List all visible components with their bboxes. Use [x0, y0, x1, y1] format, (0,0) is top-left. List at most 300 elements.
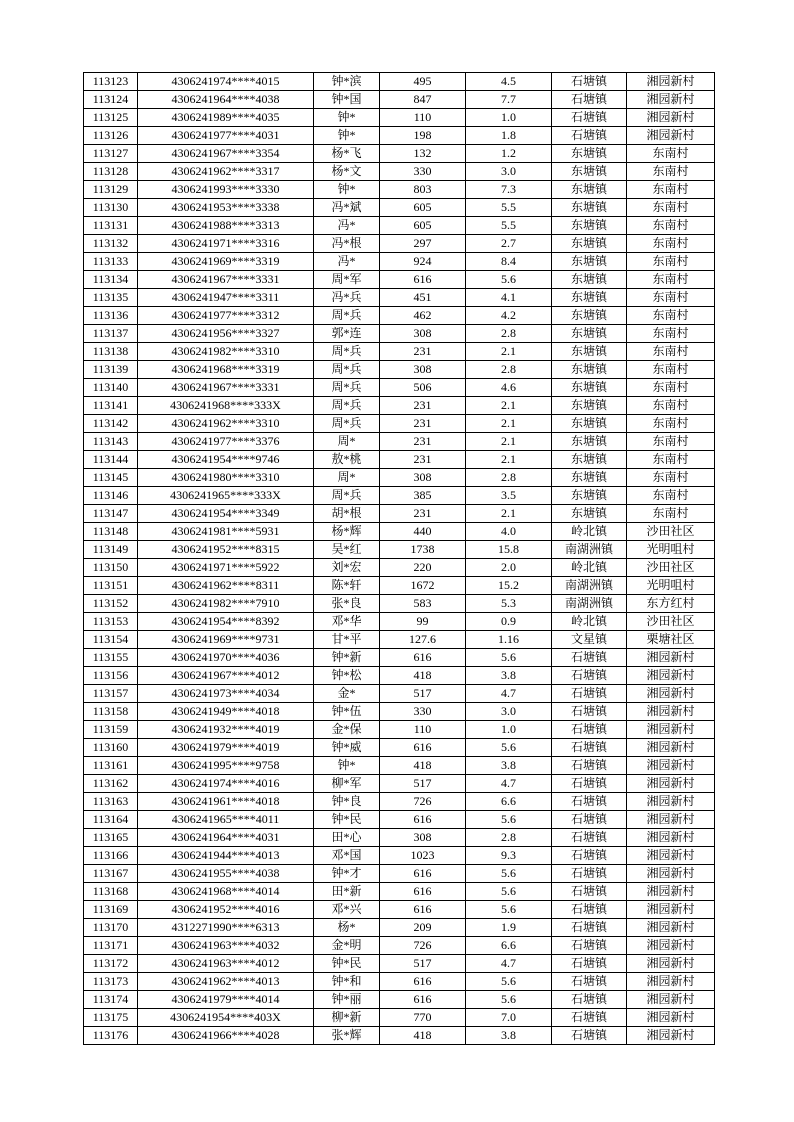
town-cell: 石塘镇	[552, 811, 627, 829]
person-name-cell: 柳*军	[314, 775, 380, 793]
row-id-cell: 113170	[84, 919, 138, 937]
table-row	[84, 541, 715, 559]
amount-cell: 583	[380, 595, 466, 613]
town-cell: 文星镇	[552, 631, 627, 649]
person-name-cell: 钟*才	[314, 865, 380, 883]
id-number-cell: 4306241971****5922	[138, 559, 314, 577]
row-id-cell: 113151	[84, 577, 138, 595]
amount-cell: 198	[380, 127, 466, 145]
town-cell: 石塘镇	[552, 109, 627, 127]
row-id-cell: 113175	[84, 1009, 138, 1027]
id-number-cell: 4306241952****4016	[138, 901, 314, 919]
row-id-cell: 113147	[84, 505, 138, 523]
value-cell: 4.0	[466, 523, 552, 541]
village-cell: 湘园新村	[627, 793, 715, 811]
id-number-cell: 4306241979****4014	[138, 991, 314, 1009]
id-number-cell: 4306241968****3319	[138, 361, 314, 379]
table-row	[84, 973, 715, 991]
amount-cell: 308	[380, 325, 466, 343]
person-name-cell: 钟*民	[314, 811, 380, 829]
amount-cell: 616	[380, 991, 466, 1009]
person-name-cell: 杨*飞	[314, 145, 380, 163]
value-cell: 1.0	[466, 721, 552, 739]
table-row	[84, 217, 715, 235]
amount-cell: 418	[380, 1027, 466, 1045]
village-cell: 沙田社区	[627, 523, 715, 541]
value-cell: 15.8	[466, 541, 552, 559]
village-cell: 湘园新村	[627, 937, 715, 955]
id-number-cell: 4306241944****4013	[138, 847, 314, 865]
id-number-cell: 4306241955****4038	[138, 865, 314, 883]
amount-cell: 770	[380, 1009, 466, 1027]
person-name-cell: 冯*	[314, 253, 380, 271]
village-cell: 湘园新村	[627, 811, 715, 829]
table-row	[84, 685, 715, 703]
id-number-cell: 4306241982****3310	[138, 343, 314, 361]
person-name-cell: 吴*红	[314, 541, 380, 559]
table-row	[84, 703, 715, 721]
town-cell: 岭北镇	[552, 613, 627, 631]
row-id-cell: 113142	[84, 415, 138, 433]
table-row	[84, 235, 715, 253]
amount-cell: 847	[380, 91, 466, 109]
town-cell: 东塘镇	[552, 451, 627, 469]
id-number-cell: 4306241968****4014	[138, 883, 314, 901]
village-cell: 东南村	[627, 325, 715, 343]
amount-cell: 110	[380, 109, 466, 127]
person-name-cell: 冯*根	[314, 235, 380, 253]
person-name-cell: 冯*	[314, 217, 380, 235]
town-cell: 石塘镇	[552, 937, 627, 955]
person-name-cell: 周*兵	[314, 415, 380, 433]
value-cell: 2.8	[466, 361, 552, 379]
village-cell: 湘园新村	[627, 847, 715, 865]
person-name-cell: 周*兵	[314, 307, 380, 325]
table-row	[84, 163, 715, 181]
value-cell: 6.6	[466, 793, 552, 811]
village-cell: 湘园新村	[627, 109, 715, 127]
town-cell: 石塘镇	[552, 685, 627, 703]
village-cell: 湘园新村	[627, 739, 715, 757]
value-cell: 5.6	[466, 811, 552, 829]
amount-cell: 308	[380, 361, 466, 379]
village-cell: 东南村	[627, 487, 715, 505]
town-cell: 东塘镇	[552, 145, 627, 163]
amount-cell: 220	[380, 559, 466, 577]
row-id-cell: 113160	[84, 739, 138, 757]
town-cell: 东塘镇	[552, 361, 627, 379]
value-cell: 2.8	[466, 469, 552, 487]
amount-cell: 330	[380, 163, 466, 181]
table-row	[84, 721, 715, 739]
amount-cell: 506	[380, 379, 466, 397]
value-cell: 0.9	[466, 613, 552, 631]
value-cell: 5.5	[466, 199, 552, 217]
id-number-cell: 4306241963****4012	[138, 955, 314, 973]
table-row	[84, 73, 715, 91]
village-cell: 东南村	[627, 469, 715, 487]
person-name-cell: 郭*连	[314, 325, 380, 343]
person-name-cell: 杨*文	[314, 163, 380, 181]
person-name-cell: 张*良	[314, 595, 380, 613]
village-cell: 东南村	[627, 415, 715, 433]
value-cell: 5.6	[466, 901, 552, 919]
town-cell: 东塘镇	[552, 217, 627, 235]
table-row	[84, 955, 715, 973]
village-cell: 湘园新村	[627, 901, 715, 919]
value-cell: 3.5	[466, 487, 552, 505]
row-id-cell: 113163	[84, 793, 138, 811]
amount-cell: 231	[380, 505, 466, 523]
town-cell: 石塘镇	[552, 127, 627, 145]
person-name-cell: 田*心	[314, 829, 380, 847]
row-id-cell: 113150	[84, 559, 138, 577]
person-name-cell: 胡*根	[314, 505, 380, 523]
row-id-cell: 113158	[84, 703, 138, 721]
person-name-cell: 周*兵	[314, 487, 380, 505]
amount-cell: 616	[380, 811, 466, 829]
amount-cell: 110	[380, 721, 466, 739]
table-row	[84, 667, 715, 685]
village-cell: 栗塘社区	[627, 631, 715, 649]
village-cell: 东南村	[627, 271, 715, 289]
id-number-cell: 4306241932****4019	[138, 721, 314, 739]
person-name-cell: 刘*宏	[314, 559, 380, 577]
town-cell: 石塘镇	[552, 703, 627, 721]
person-name-cell: 敖*桃	[314, 451, 380, 469]
table-row	[84, 469, 715, 487]
amount-cell: 1023	[380, 847, 466, 865]
table-row	[84, 397, 715, 415]
value-cell: 2.7	[466, 235, 552, 253]
town-cell: 东塘镇	[552, 181, 627, 199]
amount-cell: 1738	[380, 541, 466, 559]
village-cell: 东南村	[627, 235, 715, 253]
row-id-cell: 113174	[84, 991, 138, 1009]
row-id-cell: 113171	[84, 937, 138, 955]
village-cell: 东南村	[627, 253, 715, 271]
village-cell: 光明咀村	[627, 541, 715, 559]
person-name-cell: 周*	[314, 433, 380, 451]
town-cell: 东塘镇	[552, 199, 627, 217]
village-cell: 湘园新村	[627, 829, 715, 847]
table-row	[84, 1027, 715, 1045]
row-id-cell: 113164	[84, 811, 138, 829]
value-cell: 7.7	[466, 91, 552, 109]
id-number-cell: 4306241962****8311	[138, 577, 314, 595]
amount-cell: 231	[380, 451, 466, 469]
id-number-cell: 4306241956****3327	[138, 325, 314, 343]
table-row	[84, 739, 715, 757]
village-cell: 湘园新村	[627, 649, 715, 667]
amount-cell: 616	[380, 271, 466, 289]
value-cell: 2.1	[466, 343, 552, 361]
village-cell: 东南村	[627, 379, 715, 397]
town-cell: 石塘镇	[552, 739, 627, 757]
table-row	[84, 847, 715, 865]
person-name-cell: 田*新	[314, 883, 380, 901]
table-row	[84, 937, 715, 955]
village-cell: 东南村	[627, 289, 715, 307]
village-cell: 东南村	[627, 307, 715, 325]
amount-cell: 127.6	[380, 631, 466, 649]
person-name-cell: 金*	[314, 685, 380, 703]
amount-cell: 517	[380, 955, 466, 973]
person-name-cell: 钟*和	[314, 973, 380, 991]
person-name-cell: 周*兵	[314, 379, 380, 397]
village-cell: 光明咀村	[627, 577, 715, 595]
table-row	[84, 613, 715, 631]
town-cell: 石塘镇	[552, 883, 627, 901]
value-cell: 6.6	[466, 937, 552, 955]
id-number-cell: 4306241954****9746	[138, 451, 314, 469]
town-cell: 东塘镇	[552, 469, 627, 487]
id-number-cell: 4306241977****3312	[138, 307, 314, 325]
value-cell: 7.3	[466, 181, 552, 199]
town-cell: 石塘镇	[552, 793, 627, 811]
value-cell: 4.7	[466, 685, 552, 703]
person-name-cell: 金*明	[314, 937, 380, 955]
row-id-cell: 113132	[84, 235, 138, 253]
town-cell: 石塘镇	[552, 847, 627, 865]
town-cell: 东塘镇	[552, 271, 627, 289]
town-cell: 东塘镇	[552, 235, 627, 253]
table-row	[84, 991, 715, 1009]
table-row	[84, 127, 715, 145]
table-row	[84, 505, 715, 523]
table-body	[84, 73, 715, 1045]
id-number-cell: 4306241973****4034	[138, 685, 314, 703]
row-id-cell: 113161	[84, 757, 138, 775]
id-number-cell: 4306241974****4015	[138, 73, 314, 91]
town-cell: 南湖洲镇	[552, 595, 627, 613]
person-name-cell: 钟*滨	[314, 73, 380, 91]
person-name-cell: 钟*新	[314, 649, 380, 667]
id-number-cell: 4306241982****7910	[138, 595, 314, 613]
row-id-cell: 113134	[84, 271, 138, 289]
row-id-cell: 113140	[84, 379, 138, 397]
village-cell: 湘园新村	[627, 721, 715, 739]
village-cell: 东南村	[627, 433, 715, 451]
row-id-cell: 113130	[84, 199, 138, 217]
town-cell: 石塘镇	[552, 667, 627, 685]
row-id-cell: 113154	[84, 631, 138, 649]
amount-cell: 616	[380, 973, 466, 991]
row-id-cell: 113124	[84, 91, 138, 109]
table-row	[84, 829, 715, 847]
row-id-cell: 113152	[84, 595, 138, 613]
value-cell: 2.1	[466, 397, 552, 415]
person-name-cell: 周*兵	[314, 361, 380, 379]
value-cell: 1.9	[466, 919, 552, 937]
table-row	[84, 325, 715, 343]
town-cell: 石塘镇	[552, 1027, 627, 1045]
row-id-cell: 113172	[84, 955, 138, 973]
person-name-cell: 钟*民	[314, 955, 380, 973]
amount-cell: 385	[380, 487, 466, 505]
table-row	[84, 523, 715, 541]
value-cell: 2.0	[466, 559, 552, 577]
row-id-cell: 113137	[84, 325, 138, 343]
person-name-cell: 钟*良	[314, 793, 380, 811]
person-name-cell: 甘*平	[314, 631, 380, 649]
row-id-cell: 113168	[84, 883, 138, 901]
row-id-cell: 113149	[84, 541, 138, 559]
table-row	[84, 559, 715, 577]
village-cell: 湘园新村	[627, 91, 715, 109]
table-row	[84, 91, 715, 109]
amount-cell: 616	[380, 901, 466, 919]
value-cell: 3.8	[466, 757, 552, 775]
id-number-cell: 4306241974****4016	[138, 775, 314, 793]
amount-cell: 209	[380, 919, 466, 937]
village-cell: 湘园新村	[627, 919, 715, 937]
amount-cell: 924	[380, 253, 466, 271]
value-cell: 5.6	[466, 973, 552, 991]
village-cell: 湘园新村	[627, 703, 715, 721]
person-name-cell: 钟*	[314, 109, 380, 127]
id-number-cell: 4306241971****3316	[138, 235, 314, 253]
row-id-cell: 113167	[84, 865, 138, 883]
amount-cell: 726	[380, 793, 466, 811]
town-cell: 岭北镇	[552, 559, 627, 577]
value-cell: 3.8	[466, 1027, 552, 1045]
town-cell: 石塘镇	[552, 73, 627, 91]
amount-cell: 616	[380, 883, 466, 901]
value-cell: 2.1	[466, 415, 552, 433]
row-id-cell: 113155	[84, 649, 138, 667]
id-number-cell: 4306241953****3338	[138, 199, 314, 217]
town-cell: 东塘镇	[552, 253, 627, 271]
village-cell: 湘园新村	[627, 73, 715, 91]
row-id-cell: 113176	[84, 1027, 138, 1045]
village-cell: 湘园新村	[627, 973, 715, 991]
village-cell: 沙田社区	[627, 613, 715, 631]
amount-cell: 231	[380, 343, 466, 361]
table-row	[84, 811, 715, 829]
village-cell: 湘园新村	[627, 865, 715, 883]
town-cell: 石塘镇	[552, 955, 627, 973]
id-number-cell: 4306241961****4018	[138, 793, 314, 811]
person-name-cell: 杨*	[314, 919, 380, 937]
amount-cell: 616	[380, 649, 466, 667]
village-cell: 东南村	[627, 217, 715, 235]
town-cell: 石塘镇	[552, 1009, 627, 1027]
value-cell: 1.16	[466, 631, 552, 649]
amount-cell: 440	[380, 523, 466, 541]
row-id-cell: 113166	[84, 847, 138, 865]
amount-cell: 330	[380, 703, 466, 721]
value-cell: 1.2	[466, 145, 552, 163]
amount-cell: 803	[380, 181, 466, 199]
village-cell: 东南村	[627, 361, 715, 379]
row-id-cell: 113173	[84, 973, 138, 991]
value-cell: 4.7	[466, 775, 552, 793]
village-cell: 沙田社区	[627, 559, 715, 577]
village-cell: 东南村	[627, 397, 715, 415]
town-cell: 石塘镇	[552, 649, 627, 667]
town-cell: 东塘镇	[552, 379, 627, 397]
row-id-cell: 113153	[84, 613, 138, 631]
table-row	[84, 271, 715, 289]
row-id-cell: 113141	[84, 397, 138, 415]
id-number-cell: 4306241968****333X	[138, 397, 314, 415]
value-cell: 9.3	[466, 847, 552, 865]
amount-cell: 297	[380, 235, 466, 253]
town-cell: 东塘镇	[552, 343, 627, 361]
id-number-cell: 4306241995****9758	[138, 757, 314, 775]
id-number-cell: 4306241967****3331	[138, 271, 314, 289]
person-name-cell: 钟*威	[314, 739, 380, 757]
value-cell: 4.5	[466, 73, 552, 91]
row-id-cell: 113128	[84, 163, 138, 181]
id-number-cell: 4306241952****8315	[138, 541, 314, 559]
id-number-cell: 4306241989****4035	[138, 109, 314, 127]
id-number-cell: 4306241954****8392	[138, 613, 314, 631]
value-cell: 4.7	[466, 955, 552, 973]
town-cell: 东塘镇	[552, 415, 627, 433]
table-row	[84, 595, 715, 613]
person-name-cell: 钟*	[314, 181, 380, 199]
village-cell: 湘园新村	[627, 991, 715, 1009]
town-cell: 东塘镇	[552, 289, 627, 307]
amount-cell: 517	[380, 775, 466, 793]
table-row	[84, 883, 715, 901]
id-number-cell: 4306241947****3311	[138, 289, 314, 307]
id-number-cell: 4306241967****4012	[138, 667, 314, 685]
amount-cell: 418	[380, 667, 466, 685]
table-row	[84, 253, 715, 271]
person-name-cell: 金*保	[314, 721, 380, 739]
row-id-cell: 113133	[84, 253, 138, 271]
person-name-cell: 钟*国	[314, 91, 380, 109]
person-name-cell: 陈*轩	[314, 577, 380, 595]
row-id-cell: 113169	[84, 901, 138, 919]
amount-cell: 231	[380, 397, 466, 415]
amount-cell: 726	[380, 937, 466, 955]
id-number-cell: 4306241967****3354	[138, 145, 314, 163]
table-row	[84, 433, 715, 451]
person-name-cell: 钟*	[314, 127, 380, 145]
value-cell: 8.4	[466, 253, 552, 271]
row-id-cell: 113143	[84, 433, 138, 451]
town-cell: 石塘镇	[552, 829, 627, 847]
table-row	[84, 631, 715, 649]
town-cell: 石塘镇	[552, 91, 627, 109]
row-id-cell: 113139	[84, 361, 138, 379]
table-row	[84, 901, 715, 919]
person-name-cell: 冯*兵	[314, 289, 380, 307]
village-cell: 东南村	[627, 199, 715, 217]
value-cell: 2.8	[466, 325, 552, 343]
village-cell: 湘园新村	[627, 955, 715, 973]
row-id-cell: 113156	[84, 667, 138, 685]
town-cell: 石塘镇	[552, 901, 627, 919]
row-id-cell: 113145	[84, 469, 138, 487]
table-row	[84, 577, 715, 595]
table-row	[84, 451, 715, 469]
table-row	[84, 199, 715, 217]
amount-cell: 462	[380, 307, 466, 325]
amount-cell: 132	[380, 145, 466, 163]
value-cell: 15.2	[466, 577, 552, 595]
village-cell: 东南村	[627, 451, 715, 469]
town-cell: 南湖洲镇	[552, 541, 627, 559]
row-id-cell: 113146	[84, 487, 138, 505]
value-cell: 3.0	[466, 163, 552, 181]
amount-cell: 451	[380, 289, 466, 307]
table-row	[84, 289, 715, 307]
